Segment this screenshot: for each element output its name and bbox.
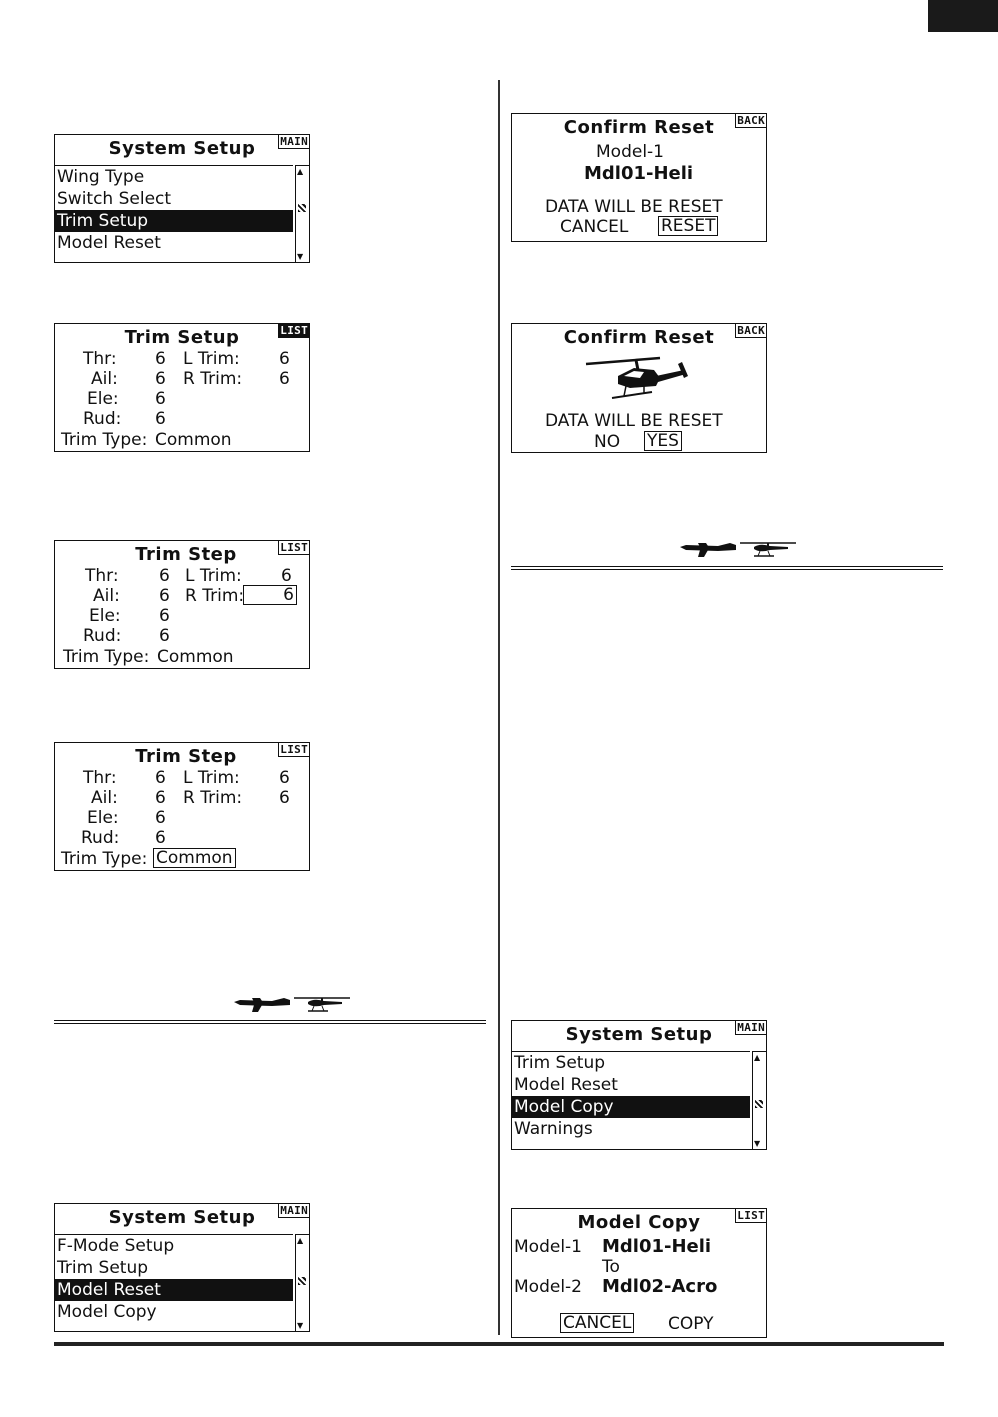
rtrim-value[interactable]: 6 [279,788,290,808]
lcd-trim-setup [54,323,310,452]
trim-type-label: Trim Type: [63,647,150,667]
screen-title: Model Copy [577,1212,701,1233]
scroll-up-icon[interactable]: ▲ [297,1236,304,1245]
menu-list [512,1051,750,1149]
menu-item-model-reset[interactable]: Model Reset [55,1279,293,1301]
ail-label: Ail: [91,788,118,808]
menu-item-model-copy[interactable]: Model Copy [57,1302,157,1322]
target-model-label: Model-2 [514,1277,582,1297]
model-name: Mdl01-Heli [584,163,694,184]
reset-option-selected[interactable]: RESET [658,216,718,236]
screen-title: System Setup [108,1207,256,1228]
screen-title: Trim Setup [124,327,240,348]
menu-item-model-copy[interactable]: Model Copy [512,1096,750,1118]
no-option[interactable]: NO [594,432,621,452]
ltrim-label: L Trim: [183,768,240,788]
menu-item-trim-setup[interactable]: Trim Setup [514,1053,606,1073]
rud-value[interactable]: 6 [159,626,170,646]
scroll-thumb[interactable] [755,1100,763,1108]
lcd-confirm-reset-heli [511,323,767,453]
thr-value[interactable]: 6 [159,566,170,586]
ele-label: Ele: [89,606,121,626]
reset-warning: DATA WILL BE RESET [545,411,723,431]
rud-value[interactable]: 6 [155,409,166,429]
list-tag[interactable]: LIST [280,743,308,756]
trim-type-value-selected[interactable]: Common [153,848,236,868]
scroll-down-icon[interactable]: ▼ [754,1139,761,1148]
ele-value[interactable]: 6 [159,606,170,626]
copy-option[interactable]: COPY [668,1314,714,1334]
rtrim-label: R Trim: [185,586,245,606]
model-number: Model-1 [596,142,664,162]
cancel-option-selected[interactable]: CANCEL [560,1313,634,1333]
menu-item-wing-type[interactable]: Wing Type [57,167,145,187]
scroll-up-icon[interactable]: ▲ [754,1053,761,1062]
ail-value[interactable]: 6 [155,369,166,389]
main-tag[interactable]: MAIN [280,1204,308,1217]
screen-title: Trim Step [135,544,237,565]
rtrim-label: R Trim: [183,788,243,808]
thr-label: Thr: [85,566,119,586]
screen-title: Trim Step [135,746,237,767]
ltrim-label: L Trim: [183,349,240,369]
scroll-down-icon[interactable]: ▼ [297,1321,304,1330]
menu-item-fmode-setup[interactable]: F-Mode Setup [57,1236,175,1256]
menu-list [55,165,293,262]
helicopter-icon [584,354,696,406]
screen-title: System Setup [108,138,256,159]
rud-label: Rud: [83,626,122,646]
scroll-thumb[interactable] [298,204,306,212]
ele-label: Ele: [87,808,119,828]
menu-item-trim-setup[interactable]: Trim Setup [55,210,293,232]
trim-type-value[interactable]: Common [157,647,234,667]
ltrim-value[interactable]: 6 [279,768,290,788]
lcd-confirm-reset-model [511,113,767,242]
menu-item-model-reset[interactable]: Model Reset [514,1075,618,1095]
menu-item-warnings[interactable]: Warnings [514,1119,593,1139]
target-model-name[interactable]: Mdl02-Acro [602,1276,718,1297]
ltrim-value[interactable]: 6 [279,349,290,369]
main-tag[interactable]: MAIN [737,1021,765,1034]
thr-label: Thr: [83,768,117,788]
lcd-system-setup-2 [54,1203,310,1332]
rud-value[interactable]: 6 [155,828,166,848]
menu-item-model-reset[interactable]: Model Reset [57,233,161,253]
list-tag[interactable]: LIST [280,324,308,337]
lcd-trim-step-type [54,742,310,871]
rtrim-value[interactable]: 6 [279,369,290,389]
rud-label: Rud: [81,828,120,848]
airplane-heli-icon [232,992,352,1014]
ail-label: Ail: [93,586,120,606]
thr-value[interactable]: 6 [155,768,166,788]
thr-label: Thr: [83,349,117,369]
yes-option-selected[interactable]: YES [644,431,682,451]
ele-label: Ele: [87,389,119,409]
rtrim-value-selected[interactable]: 6 [243,585,297,605]
rtrim-label: R Trim: [183,369,243,389]
cancel-option[interactable]: CANCEL [560,217,629,237]
lcd-system-setup-3 [511,1020,767,1150]
scroll-up-icon[interactable]: ▲ [297,167,304,176]
ltrim-label: L Trim: [185,566,242,586]
scroll-down-icon[interactable]: ▼ [297,252,304,261]
source-model-name[interactable]: Mdl01-Heli [602,1236,712,1257]
scroll-thumb[interactable] [298,1277,306,1285]
section-rule [54,1020,486,1024]
ail-label: Ail: [91,369,118,389]
menu-list [55,1234,293,1331]
back-tag[interactable]: BACK [737,324,765,337]
rud-label: Rud: [83,409,122,429]
menu-item-switch-select[interactable]: Switch Select [57,189,172,209]
ail-value[interactable]: 6 [155,788,166,808]
section-rule [511,566,943,570]
menu-item-trim-setup[interactable]: Trim Setup [57,1258,149,1278]
airplane-heli-icon [678,537,798,559]
source-model-label: Model-1 [514,1237,582,1257]
ail-value[interactable]: 6 [159,586,170,606]
page-tab-marker [928,0,998,32]
trim-type-label: Trim Type: [61,430,148,450]
ltrim-value[interactable]: 6 [281,566,292,586]
screen-title: System Setup [565,1024,713,1045]
column-divider [498,80,500,1335]
screen-title: Confirm Reset [563,117,715,138]
thr-value[interactable]: 6 [155,349,166,369]
lcd-model-copy [511,1208,767,1338]
screen-title: Confirm Reset [563,327,715,348]
back-tag[interactable]: BACK [737,114,765,127]
scrollbar[interactable] [295,1234,309,1331]
to-label: To [602,1257,620,1277]
list-tag[interactable]: LIST [737,1209,765,1222]
ele-value[interactable]: 6 [155,808,166,828]
scrollbar[interactable] [752,1051,766,1149]
scrollbar[interactable] [295,165,309,262]
lcd-trim-step-rtrim [54,540,310,669]
trim-type-value[interactable]: Common [155,430,232,450]
main-tag[interactable]: MAIN [280,135,308,148]
list-tag[interactable]: LIST [280,541,308,554]
trim-type-label: Trim Type: [61,849,148,869]
reset-warning: DATA WILL BE RESET [545,197,723,217]
lcd-system-setup-1 [54,134,310,263]
ele-value[interactable]: 6 [155,389,166,409]
page-footer-rule [54,1342,944,1346]
